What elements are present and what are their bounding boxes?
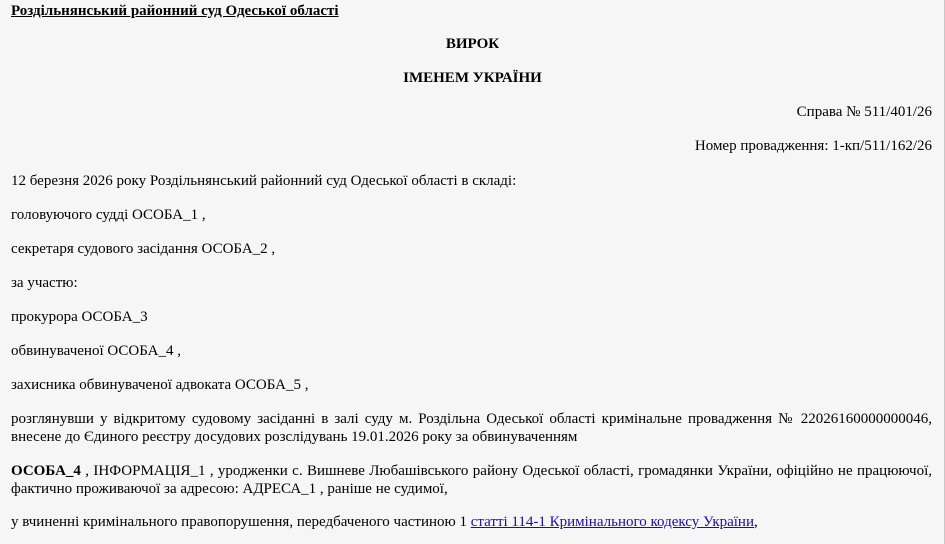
court-name: Роздільнянський районний суд Одеської області — [11, 3, 339, 19]
offense-line — [11, 514, 758, 531]
person-info: , ІНФОРМАЦІЯ_1 , уродженки с. Вишневе Любашівського району Одеської області, громадянки України, офіційно не працюючої, фактично проживаючої за адресою: АДРЕСА_1 , раніше не судимої, — [11, 463, 932, 497]
proceeding-number: Номер провадження: 1-кп/511/162/26 — [694, 138, 932, 154]
verdict-subtitle: ІМЕНЕМ УКРАЇНИ — [403, 70, 542, 86]
considered-paragraph: розглянувши у відкритому судовому засіданні в залі суду м. Роздільна Одеської області кримінальне провадження № 22026160000000046, внесене до Єдиного реєстру досудових розслідувань 19.01.2026 року за обвинуваченням — [11, 411, 932, 445]
offense-suffix: , — [753, 514, 758, 530]
secretary-line: секретаря судового засідання ОСОБА_2 , — [11, 241, 276, 257]
defender-line: захисника обвинуваченої адвоката ОСОБА_5 , — [11, 377, 309, 393]
offense-prefix: у вчиненні кримінального правопорушення, передбаченого частиною 1 — [11, 514, 471, 530]
case-number: Справа № 511/401/26 — [796, 104, 932, 120]
person-paragraph — [11, 462, 932, 498]
judge-line: головуючого судді ОСОБА_1 , — [11, 207, 206, 223]
accused-line: обвинуваченої ОСОБА_4 , — [11, 343, 181, 359]
prosecutor-line: прокурора ОСОБА_3 — [11, 309, 148, 325]
person-name: ОСОБА_4 — [11, 463, 81, 479]
participation-line: за участю: — [11, 275, 78, 291]
criminal-code-article-link[interactable]: статті 114-1 Кримінального кодексу України — [470, 514, 754, 530]
verdict-title: ВИРОК — [445, 36, 500, 52]
intro-line: 12 березня 2026 року Роздільнянський районний суд Одеської області в складі: — [11, 173, 517, 189]
